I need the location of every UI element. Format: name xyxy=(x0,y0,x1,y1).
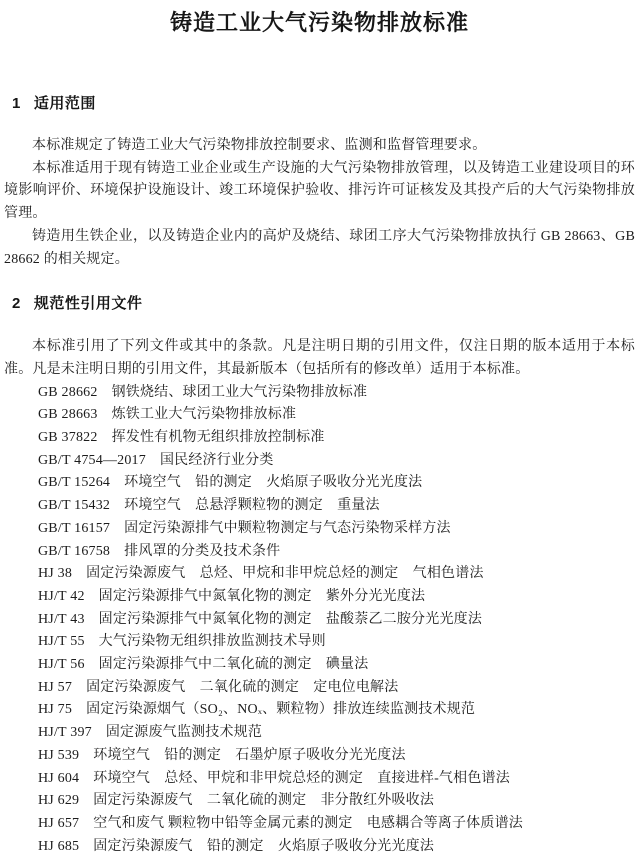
reference-item xyxy=(4,586,635,609)
reference-code: HJ/T 56 xyxy=(38,657,85,673)
reference-code: GB 37822 xyxy=(38,430,98,446)
reference-item xyxy=(4,768,635,791)
reference-item xyxy=(4,563,635,586)
references-list xyxy=(4,382,635,858)
reference-code: GB/T 15432 xyxy=(38,498,111,514)
reference-item xyxy=(4,518,635,541)
reference-title: 固定污染源排气中颗粒物测定与气态污染物采样方法 xyxy=(124,520,451,536)
reference-title: 国民经济行业分类 xyxy=(159,452,274,468)
section-2-number: 2 xyxy=(12,295,21,313)
section-scope xyxy=(4,94,635,271)
reference-title: 环境空气 总烃、甲烷和非甲烷总烃的测定 直接进样-气相色谱法 xyxy=(93,770,510,786)
reference-code: HJ 57 xyxy=(38,679,73,695)
reference-item xyxy=(4,790,635,813)
reference-title: 固定污染源废气 二氧化硫的测定 非分散红外吸收法 xyxy=(93,793,435,809)
paragraph: 本标准适用于现有铸造工业企业或生产设施的大气污染物排放管理，以及铸造工业建设项目的环境影响评价、环境保护设施设计、竣工环境保护验收、排污许可证核发及其投产后的大气污染物排放管理。 xyxy=(4,160,635,222)
reference-item xyxy=(4,836,635,858)
reference-item xyxy=(4,609,635,632)
reference-item xyxy=(4,541,635,564)
reference-item xyxy=(4,631,635,654)
reference-title: 挥发性有机物无组织排放控制标准 xyxy=(111,430,325,446)
reference-code: GB 28663 xyxy=(38,407,98,423)
reference-code: GB 28662 xyxy=(38,384,98,400)
reference-title: 固定污染源烟气（SO₂、NOₓ、颗粒物）排放连续监测技术规范 xyxy=(86,702,476,718)
reference-code: HJ/T 42 xyxy=(38,588,85,604)
reference-item xyxy=(4,745,635,768)
reference-item xyxy=(4,427,635,450)
section-2-paragraphs xyxy=(4,336,635,381)
reference-title: 固定污染源废气 总烃、甲烷和非甲烷总烃的测定 气相色谱法 xyxy=(86,566,484,582)
reference-title: 固定污染源废气 铅的测定 火焰原子吸收分光光度法 xyxy=(93,838,435,854)
reference-title: 环境空气 铅的测定 石墨炉原子吸收分光光度法 xyxy=(93,747,406,763)
reference-item xyxy=(4,722,635,745)
section-2-heading-label: 规范性引用文件 xyxy=(33,295,143,313)
reference-code: GB/T 15264 xyxy=(38,475,111,491)
reference-item xyxy=(4,382,635,405)
reference-title: 固定污染源废气 二氧化硫的测定 定电位电解法 xyxy=(86,679,399,695)
reference-title: 钢铁烧结、球团工业大气污染物排放标准 xyxy=(111,384,368,400)
reference-title: 炼铁工业大气污染物排放标准 xyxy=(111,407,297,423)
reference-code: HJ 685 xyxy=(38,838,80,854)
reference-code: HJ 657 xyxy=(38,815,80,831)
reference-code: HJ/T 397 xyxy=(38,725,92,741)
reference-code: GB/T 16758 xyxy=(38,543,111,559)
reference-code: HJ/T 55 xyxy=(38,634,85,650)
reference-title: 排风罩的分类及技术条件 xyxy=(124,543,281,559)
reference-item xyxy=(4,450,635,473)
reference-item xyxy=(4,404,635,427)
section-1-number: 1 xyxy=(12,95,21,112)
reference-title: 固定源废气监测技术规范 xyxy=(105,725,263,741)
reference-item xyxy=(4,654,635,677)
reference-code: HJ 75 xyxy=(38,702,73,718)
reference-title: 大气污染物无组织排放监测技术导则 xyxy=(98,634,326,650)
section-1-heading-label: 适用范围 xyxy=(33,95,96,112)
reference-item xyxy=(4,813,635,836)
section-normative-references xyxy=(4,294,635,858)
document-title: 铸造工业大气污染物排放标准 xyxy=(169,10,469,35)
reference-code: HJ 604 xyxy=(38,770,80,786)
reference-item xyxy=(4,495,635,518)
paragraph: 铸造用生铁企业，以及铸造企业内的高炉及烧结、球团工序大气污染物排放执行 GB 28663、GB 28662 的相关规定。 xyxy=(4,228,635,267)
reference-title: 固定污染源排气中二氧化硫的测定 碘量法 xyxy=(98,657,369,673)
reference-item xyxy=(4,699,635,722)
reference-title: 环境空气 铅的测定 火焰原子吸收分光光度法 xyxy=(124,475,423,491)
reference-item xyxy=(4,677,635,700)
reference-item xyxy=(4,472,635,495)
reference-code: HJ 539 xyxy=(38,747,80,763)
reference-code: HJ 38 xyxy=(38,566,73,582)
reference-code: HJ 629 xyxy=(38,793,80,809)
reference-code: GB/T 16157 xyxy=(38,520,111,536)
reference-title: 固定污染源排气中氮氧化物的测定 盐酸萘乙二胺分光光度法 xyxy=(98,611,483,627)
reference-title: 环境空气 总悬浮颗粒物的测定 重量法 xyxy=(124,498,380,514)
paragraph: 本标准引用了下列文件或其中的条款。凡是注明日期的引用文件，仅注日期的版本适用于本标准。凡是未注明日期的引用文件，其最新版本（包括所有的修改单）适用于本标准。 xyxy=(4,339,635,377)
reference-title: 固定污染源排气中氮氧化物的测定 紫外分光光度法 xyxy=(98,588,426,604)
paragraph: 本标准规定了铸造工业大气污染物排放控制要求、监测和监督管理要求。 xyxy=(32,138,487,153)
reference-code: HJ/T 43 xyxy=(38,611,85,627)
reference-title: 空气和废气 颗粒物中铅等金属元素的测定 电感耦合等离子体质谱法 xyxy=(93,815,523,831)
section-2-heading xyxy=(12,294,635,314)
section-1-paragraphs xyxy=(4,135,635,271)
reference-code: GB/T 4754—2017 xyxy=(38,452,146,468)
section-1-heading xyxy=(12,94,635,114)
